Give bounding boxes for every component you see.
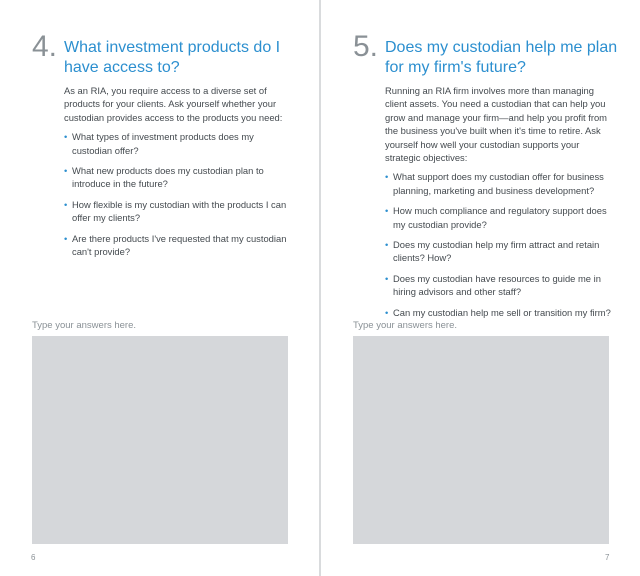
question-title: Does my custodian help me plan for my firm's future? — [385, 39, 618, 76]
list-item — [385, 306, 611, 319]
answer-label: Type your answers here. — [32, 320, 137, 331]
list-item-text: Does my custodian help my firm attract and retain clients? How? — [393, 239, 600, 264]
question-title: What investment products do I have access to? — [64, 39, 281, 76]
list-item-text: Can my custodian help me sell or transition my firm? — [393, 306, 611, 318]
bullet-list — [385, 170, 611, 319]
page-number: 7 — [605, 553, 610, 562]
list-item — [64, 198, 290, 225]
question-body — [64, 84, 290, 265]
list-item — [385, 170, 611, 197]
list-item-text: Does my custodian have resources to guide me in hiring advisors and other staff? — [393, 272, 601, 298]
list-item — [385, 272, 611, 299]
list-item — [64, 164, 290, 191]
bullet-icon: • — [385, 171, 389, 183]
list-item-text: How flexible is my custodian with the products I can offer my clients? — [72, 198, 287, 224]
list-item-text: Are there products I've requested that my custodian can't provide? — [72, 232, 287, 258]
bullet-icon: • — [64, 198, 68, 210]
list-item — [385, 204, 611, 231]
list-item-text: What types of investment products does my custodian offer? — [72, 131, 254, 156]
answer-label: Type your answers here. — [353, 320, 458, 331]
left-page — [0, 0, 319, 576]
list-item-text: What support does my custodian offer for business planning, marketing and business development? — [393, 171, 604, 196]
question-body — [385, 84, 611, 326]
bullet-icon: • — [64, 232, 68, 244]
list-item — [64, 232, 290, 259]
bullet-icon: • — [385, 205, 389, 217]
bullet-icon: • — [385, 306, 389, 318]
question-number: 5. — [353, 30, 379, 63]
bullet-icon: • — [64, 131, 68, 143]
intro-paragraph: Running an RIA firm involves more than managing client assets. You need a custodian that can help you grow and manage your firm—and help you profit from the business you've built when it's time to retire. Ask yourself how well your custodian supports your strategic objectives: — [385, 85, 607, 164]
list-item-text: How much compliance and regulatory support does my custodian provide? — [393, 205, 607, 230]
bullet-icon: • — [385, 272, 389, 284]
list-item — [64, 130, 290, 157]
answer-input[interactable] — [32, 336, 288, 544]
bullet-list — [64, 130, 290, 258]
answer-input[interactable] — [353, 336, 609, 544]
bullet-icon: • — [64, 165, 68, 177]
list-item-text: What new products does my custodian plan to introduce in the future? — [72, 165, 264, 190]
list-item — [385, 238, 611, 265]
intro-paragraph: As an RIA, you require access to a diverse set of products for your clients. Ask yourself whether your custodian provides access to the products you need: — [64, 85, 283, 123]
bullet-icon: • — [385, 239, 389, 251]
right-page — [321, 0, 640, 576]
question-number: 4. — [32, 30, 58, 63]
page-number: 6 — [31, 553, 36, 562]
